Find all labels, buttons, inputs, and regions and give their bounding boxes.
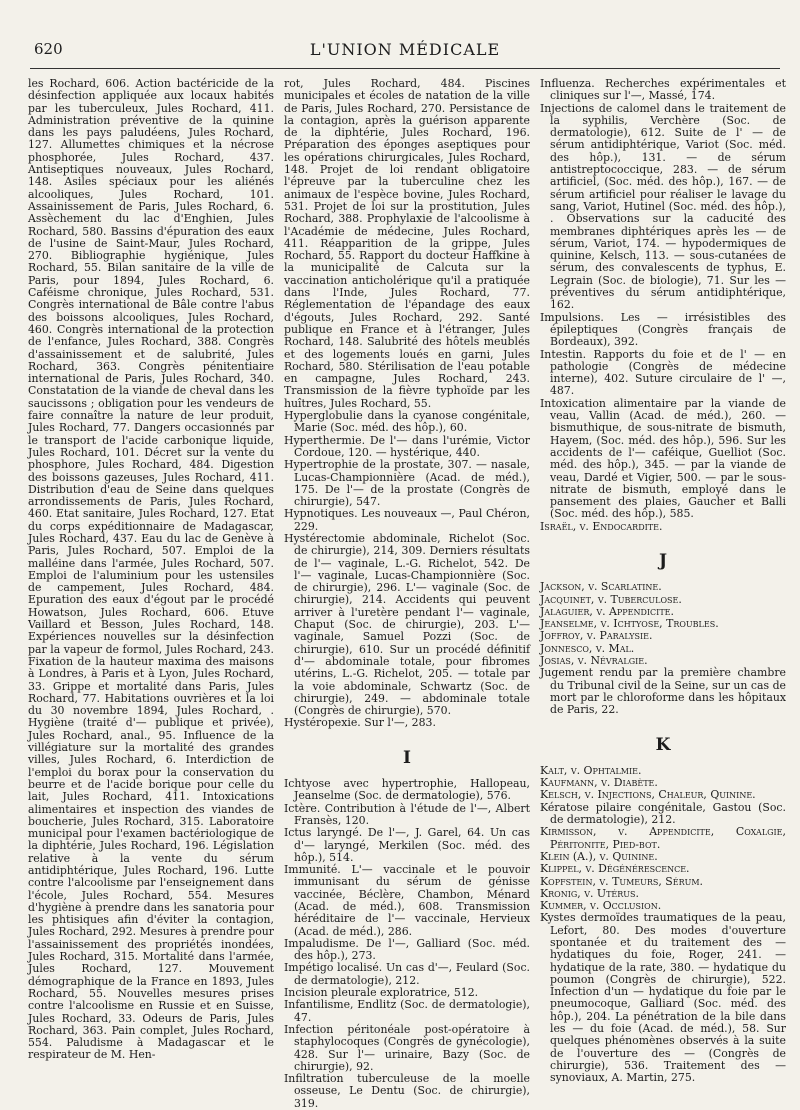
column-1 xyxy=(28,77,274,1062)
page-header xyxy=(30,40,780,64)
index-entry: Klippel, v. Dégénérescence. xyxy=(540,862,690,876)
index-entry: Jeanselme, v. Ichtyose, Troubles. xyxy=(540,617,719,631)
section-letter-k: K xyxy=(655,734,671,755)
index-entry: Jalaguier, v. Appendicite. xyxy=(540,604,674,618)
index-entry: Hystérectomie abdominale, Richelot (Soc. de chirurgie), 214, 309. Derniers résultats de l'— vaginale, L.-G. Richelot, 542. De l'— vaginale, Lucas-Championnière (Soc. de chirurgie), 296. L'— vaginale (Soc. de chirurgie), 214. Accidents qui peuvent arriver à l'uretère pendant l'— vaginale, Chaput (Soc. de chirurgie), 203. L'— vaginale, Samuel Pozzi (Soc. de chirurgie), 610. Sur un procédé définitif d'— abdominale totale, pour fibromes utérins, L.-G. Richelot, 205. — totale par la voie abdominale, Schwartz (Soc. de chirurgie), 249. — abdominale totale (Congrès de chirurgie), 570. xyxy=(284,531,530,718)
index-entry: Kératose pilaire congénitale, Gastou (Soc. de dermatologie), 212. xyxy=(540,800,786,827)
index-entry: Impétigo localisé. Un cas d'—, Feulard (Soc. de dermatologie), 212. xyxy=(284,961,530,987)
index-entry-continuation: rot, Jules Rochard, 484. Piscines municipales et écoles de natation de la ville de Paris, Jules Rochard, 270. Persistance de la contagion, après la guérison apparente de la diphtérie, Jules Rochard, 196. Préparation des éponges aseptiques pour les opérations chirurgicales, Jules Rochard, 148. Projet de loi rendant obligatoire l'épreuve par la tuberculine chez les animaux de l'espèce bovine, Jules Rochard, 531. Projet de loi sur la prostitution, Jules Rochard, 388. Prophylaxie de l'alcoolisme à l'Académie de médecine, Jules Rochard, 411. Réapparition de la grippe, Jules Rochard, 55. Rapport du docteur Haffkine à la municipalité de Calcuta sur la vaccination anticholérique qu'il a pratiquée dans l'Inde, Jules Rochard, 77. Réglementation de l'épandage des eaux d'égouts, Jules Rochard, 292. Santé publique en France et à l'étranger, Jules Rochard, 148. Salubrité des hôtels meublés et des logements loués en garni, Jules Rochard, 580. Stérilisation de l'eau potable en campagne, Jules Rochard, 243. Transmission de la fièvre typhoïde par les huîtres, Jules Rochard, 55. xyxy=(284,77,530,410)
section-letter-j: J xyxy=(658,550,668,571)
index-entry: Influenza. Recherches expérimentales et cliniques sur l'—, Massé, 174. xyxy=(540,77,786,103)
index-entry: Jackson, v. Scarlatine. xyxy=(540,580,662,594)
index-entry: Jonnesco, v. Mal. xyxy=(540,641,635,655)
index-entry: Intestin. Rapports du foie et de l' — en pathologie (Congrès de médecine interne), 402. Suture circulaire de l' —, 487. xyxy=(540,347,786,398)
index-entry: Kalt, v. Ophtalmie. xyxy=(540,763,642,777)
index-entry: Injections de calomel dans le traitement de la syphilis, Verchère (Soc. de dermatologie), 612. Suite de l' — de sérum antidiphtérique, Variot (Soc. méd. des hôp.), 131. — de sérum antistreptococcique, 283. — de sérum artificiel, (Soc. méd. des hôp.), 167. — de sérum artificiel pour réaliser le lavage du sang, Variot, Hutinel (Soc. méd. des hôp.), . Observations sur la caducité des membranes diphtériques après les — de sérum, Variot, 174. — hypodermiques de quinine, Kelsch, 113. — sous-cutanées de sérum, des convalescents de typhus, E. Legrain (Soc. de biologie), 71. Sur les — préventives du sérum antidiphtérique, 162. xyxy=(540,101,786,312)
index-entry: Intoxication alimentaire par la viande de veau, Vallin (Acad. de méd.), 260. — bismuthique, de sous-nitrate de bismuth, Hayem, (Soc. méd. des hôp.), 596. Sur les accidents de l'— caféique, Guelliot (Soc. méd. des hôp.), 345. — par la viande de veau, Dardé et Vigier, 500. — par le sous-nitrate de bismuth, employé dans le pansement des plaies, Gaucher et Balli (Soc. méd. des hôp.), 585. xyxy=(540,396,786,521)
section-letter-i: I xyxy=(403,747,411,768)
running-title: L'UNION MÉDICALE xyxy=(309,40,501,59)
header-rule xyxy=(30,68,780,69)
index-entry: Incision pleurale exploratrice, 512. xyxy=(284,986,479,1000)
index-entry: Kummer, v. Occlusion. xyxy=(540,899,662,913)
index-entry: Kelsch, v. Injections, Chaleur, Quinine. xyxy=(540,788,756,802)
index-columns xyxy=(28,77,786,1110)
index-entry: Ichtyose avec hypertrophie, Hallopeau, Jeanselme (Soc. de dermatologie), 576. xyxy=(284,777,530,803)
index-entry-continuation: les Rochard, 606. Action bactéricide de la désinfection appliquée aux locaux habités par les tuberculeux, Jules Rochard, 411. Administration préventive de la quinine dans les pays paludéens, Jules Rochard, 127. Allumettes chimiques et la nécrose phosphorée, Jules Rochard, 437. Antiseptiques nouveaux, Jules Rochard, 148. Asiles spéciaux pour les aliénés alcooliques, Jules Rochard, 101. Assainissement de Paris, Jules Rochard, 6. Assèchement du lac d'Enghien, Jules Rochard, 580. Bassins d'épuration des eaux de l'usine de Saint-Maur, Jules Rochard, 270. Bibliographie hygiénique, Jules Rochard, 55. Bilan sanitaire de la ville de Paris, pour 1894, Jules Rochard, 6. Caféisme chronique, Jules Rochard, 531. Congrès international de Bâle contre l'abus des boissons alcooliques, Jules Rochard, 460. Congrès international de la protection de l'enfance, Jules Rochard, 388. Congrès d'assainissement et de salubrité, Jules Rochard, 363. Congrès pénitentiaire international de Paris, Jules Rochard, 340. Constatation de la viande de cheval dans les saucissons ; obligation pour les vendeurs de faire connaître la nature de leur produit, Jules Rochard, 77. Dangers occasionnés par le transport de l'acide carbonique liquide, Jules Rochard, 101. Décret sur la vente du phosphore, Jules Rochard, 484. Digestion des boissons gazeuses, Jules Rochard, 411. Distribution d'eau de Seine dans quelques arrondissements de Paris, Jules Rochard, 460. Etat sanitaire, Jules Rochard, 127. Etat du corps expéditionnaire de Madagascar, Jules Rochard, 437. Eau du lac de Genève à Paris, Jules Rochard, 507. Emploi de la malléine dans l'armée, Jules Rochard, 507. Emploi de l'aluminium pour les ustensiles de campement, Jules Rochard, 484. Epuration des eaux d'égout par le procédé Howatson, Jules Rochard, 606. Etuve Vaillard et Besson, Jules Rochard, 148. Expériences nouvelles sur la désinfection par la vapeur de formol, Jules Rochard, 243. Fixation de la hauteur maxima des maisons à Londres, à Paris et à Lyon, Jules Rochard, 33. Grippe et mortalité dans Paris, Jules Rochard, 77. Habitations ouvrières et la loi du 30 novembre 1894, Jules Rochard, . Hygiène (traité d'— publique et privée), Jules Rochard, anal., 95. Influence de la villégiature sur la mortalité des grandes villes, Jules Rochard, 6. Interdiction de l'emploi du borax pour la conservation du beurre et de l'acide borique pour celle du lait, Jules Rochard, 411. Intoxications alimentaires et inspection des viandes de boucherie, Jules Rochard, 315. Laboratoire municipal pour l'examen bactériologique de la diphtérie, Jules Rochard, 196. Législation relative à la vente du sérum antidiphtérique, Jules Rochard, 196. Lutte contre l'alcoolisme par l'enseignement dans l'école, Jules Rochard, 554. Mesures d'hygiène à prendre dans les sanatoria pour les phtisiques afin d'éviter la contagion, Jules Rochard, 292. Mesures à prendre pour l'assainissement des propriétés inondées, Jules Rochard, 315. Mortalité dans l'armée, Jules Rochard, 127. Mouvement démographique de la France en 1893, Jules Rochard, 55. Nouvelles mesures prises contre l'alcoolisme en Russie et en Suisse, Jules Rochard, 33. Odeurs de Paris, Jules Rochard, 363. Pain complet, Jules Rochard, 554. Paludisme à Madagascar et le respirateur de M. Hen- xyxy=(28,77,274,1062)
index-entry: Ictus laryngé. De l'—, J. Garel, 64. Un cas d'— laryngé, Merkilen (Soc. méd. des hôp.), 514. xyxy=(284,826,530,864)
column-2 xyxy=(284,77,530,1110)
index-entry: Hystéropexie. Sur l'—, 283. xyxy=(284,716,436,730)
index-entry: Impaludisme. De l'—, Galliard (Soc. méd. des hôp.), 273. xyxy=(284,936,530,963)
index-entry: Hyperglobulie dans la cyanose congénitale, Marie (Soc. méd. des hôp.), 60. xyxy=(284,409,530,435)
index-entry: Kopfstein, v. Tumeurs, Sérum. xyxy=(540,874,703,888)
index-entry: Jacquinet, v. Tuberculose. xyxy=(540,592,682,606)
index-entry: Hypnotiques. Les nouveaux —, Paul Chéron, 229. xyxy=(284,507,530,533)
index-entry: Infantilisme, Endlitz (Soc. de dermatologie), 47. xyxy=(284,998,530,1024)
index-entry: Kaufmann, v. Diabète. xyxy=(540,776,658,790)
index-entry: Kystes dermoïdes traumatiques de la peau, Lefort, 80. Des modes d'ouverture spontanée et du traitement des — hydatiques du foie, Roger, 241. — hydatique de la rate, 380. — hydatique du poumon (Congrès de chirurgie), 522. Infection d'un — hydatique du foie par le pneumocoque, Galliard (Soc. méd. des hôp.), 204. La pénétration de la bile dans les — du foie (Acad. de méd.), 58. Sur quelques phénomènes observés à la suite de l'ouverture des — (Congrès de chirurgie), 536. Traitement des — synoviaux, A. Martin, 275. xyxy=(540,911,786,1085)
index-entry: Klein (A.), v. Quinine. xyxy=(540,849,658,863)
index-entry: Kronig, v. Utérus. xyxy=(540,886,639,900)
index-entry: Immunité. L'— vaccinale et le pouvoir immunisant du sérum de génisse vaccinée, Béclère, Chambon, Ménard (Acad. de méd.), 608. Transmission héréditaire de l'— vaccinale, Hervieux (Acad. de méd.), 286. xyxy=(284,863,530,938)
index-entry: Ictère. Contribution à l'étude de l'—, Albert Fransès, 120. xyxy=(284,801,530,827)
index-entry: Israël, v. Endocardite. xyxy=(540,519,663,533)
column-3 xyxy=(540,77,786,1085)
index-entry: Infiltration tuberculeuse de la moelle osseuse, Le Dentu (Soc. de chirurgie), 319. xyxy=(284,1072,530,1110)
index-entry: Infection péritonéale post-opératoire à staphylocoques (Congrès de gynécologie), 428. Sur l'— urinaire, Bazy (Soc. de chirurgie), 92. xyxy=(284,1022,530,1073)
index-entry: Jugement rendu par la première chambre du Tribunal civil de la Seine, sur un cas de mort par le chloroforme dans les hôpitaux de Paris, 22. xyxy=(540,666,786,717)
index-entry: Hypertrophie de la prostate, 307. — nasale, Lucas-Championnière (Acad. de méd.), 175. De l'— de la prostate (Congrès de chirurgie), 547. xyxy=(284,458,530,509)
index-entry: Hyperthermie. De l'— dans l'urémie, Victor Cordoue, 120. — hystérique, 440. xyxy=(284,433,530,459)
index-entry: Kirmisson, v. Appendicite, Coxalgie, Péritonite, Pied-bot. xyxy=(540,825,786,851)
index-entry: Josias, v. Névralgie. xyxy=(540,654,648,668)
index-entry: Joffroy, v. Paralysie. xyxy=(540,629,653,643)
page-number: 620 xyxy=(34,40,63,58)
index-entry: Impulsions. Les — irrésistibles des épileptiques (Congrès français de Bordeaux), 392. xyxy=(540,310,786,349)
